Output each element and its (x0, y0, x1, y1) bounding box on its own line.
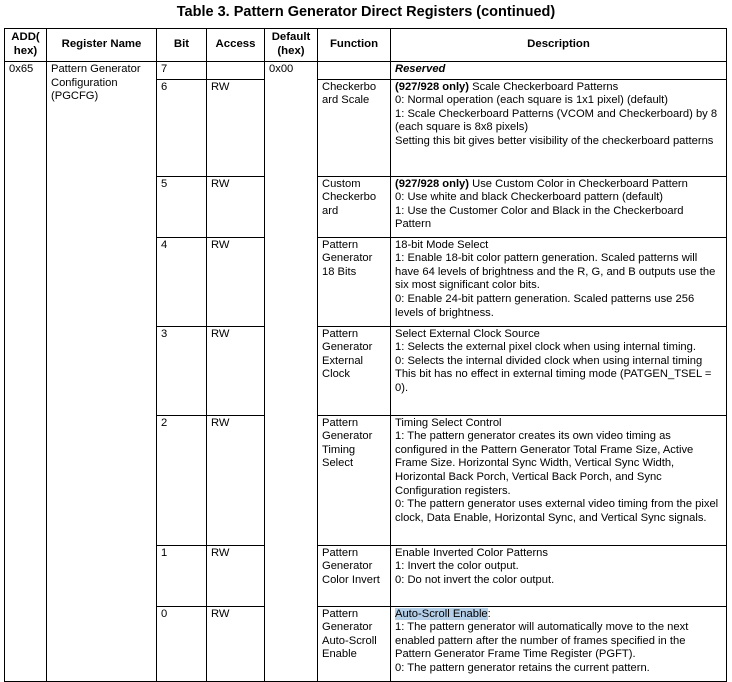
bit-cell: 3 (157, 326, 207, 415)
access-cell: RW (207, 606, 265, 681)
desc-lead: Select External Clock Source (395, 327, 540, 340)
desc-line: 1: Use the Customer Color and Black in the Checkerboard Pattern (395, 204, 684, 231)
desc-lead-tail: : (487, 607, 491, 620)
desc-line: 1: Selects the external pixel clock when using internal timing. (395, 341, 696, 354)
desc-line: 0: Selects the internal divided clock when using internal timing This bit has no effect in external timing mode (PATGEN_TSEL = 0). (395, 354, 712, 394)
description-cell (391, 237, 727, 326)
desc-line: Setting this bit gives better visibility of the checkerboard patterns (395, 134, 714, 147)
register-name: Pattern Generator Configuration (PGCFG) (47, 62, 157, 682)
description-cell (391, 326, 727, 415)
function-cell (318, 62, 391, 80)
col-header-function: Function (318, 29, 391, 62)
table-row (5, 62, 727, 80)
function-cell: Pattern Generator 18 Bits (318, 237, 391, 326)
bit-cell: 4 (157, 237, 207, 326)
desc-line: 0: Normal operation (each square is 1x1 pixel) (default) (395, 94, 668, 107)
col-header-addr (5, 29, 47, 62)
access-cell (207, 62, 265, 80)
desc-lead (395, 81, 722, 95)
function-cell: Pattern Generator Color Invert (318, 545, 391, 606)
function-cell: Pattern Generator External Clock (318, 326, 391, 415)
function-cell: Custom Checkerbo ard (318, 176, 391, 237)
function-cell: Pattern Generator Timing Select (318, 415, 391, 545)
desc-line: 1: Scale Checkerboard Patterns (VCOM and Checkerboard) by 8 (each square is 8x8 pixels) (395, 107, 718, 134)
desc-line: 0: Enable 24-bit pattern generation. Scaled patterns use 256 levels of brightness. (395, 292, 695, 319)
col-header-addr-text: ADD( hex) (11, 31, 40, 57)
selected-text-highlight[interactable]: Auto-Scroll Enable (395, 607, 488, 620)
desc-line: 0: Use white and black Checkerboard pattern (default) (395, 191, 664, 204)
desc-lead-rest: Scale Checkerboard Patterns (469, 80, 619, 93)
bit-cell: 1 (157, 545, 207, 606)
col-header-default-text: Default (hex) (271, 31, 311, 57)
access-cell: RW (207, 415, 265, 545)
access-cell: RW (207, 545, 265, 606)
access-cell: RW (207, 326, 265, 415)
desc-lead-rest: Use Custom Color in Checkerboard Pattern (469, 177, 688, 190)
col-header-description: Description (391, 29, 727, 62)
register-default: 0x00 (265, 62, 318, 682)
desc-line: 1: The pattern generator will automatically move to the next enabled pattern after the number of frames specified in the Pattern Generator Frame Time Register (PGFT). (395, 621, 689, 661)
bit-cell: 7 (157, 62, 207, 80)
desc-line: 1: Enable 18-bit color pattern generation. Scaled patterns will have 64 levels of brightness and the R, G, and B outputs use the six most significant color bits. (395, 252, 716, 292)
description-cell (391, 606, 727, 681)
desc-lead: 18-bit Mode Select (395, 238, 489, 251)
col-header-bit: Bit (157, 29, 207, 62)
desc-line: 0: Do not invert the color output. (395, 573, 555, 586)
desc-lead-bold: (927/928 only) (395, 177, 469, 190)
col-header-default (265, 29, 318, 62)
description-cell (391, 176, 727, 237)
description-cell (391, 79, 727, 176)
desc-lead-bold: (927/928 only) (395, 80, 469, 93)
desc-lead: Timing Select Control (395, 416, 502, 429)
function-cell: Pattern Generator Auto-Scroll Enable (318, 606, 391, 681)
desc-lead (395, 608, 722, 622)
table-title: Table 3. Pattern Generator Direct Registers (continued) (176, 4, 556, 20)
register-table (4, 28, 727, 682)
desc-lead: Enable Inverted Color Patterns (395, 546, 548, 559)
desc-lead (395, 178, 722, 192)
reserved-text: Reserved (395, 63, 446, 75)
bit-cell: 6 (157, 79, 207, 176)
desc-line: 0: The pattern generator uses external video timing from the pixel clock, Data Enable, Horizontal Sync, and Vertical Sync signals. (395, 498, 719, 524)
bit-cell: 2 (157, 415, 207, 545)
desc-line: 1: Invert the color output. (395, 560, 519, 573)
access-cell: RW (207, 79, 265, 176)
header-row (5, 29, 727, 62)
register-addr: 0x65 (5, 62, 47, 682)
description-cell (391, 62, 727, 80)
col-header-access: Access (207, 29, 265, 62)
description-cell (391, 545, 727, 606)
col-header-name: Register Name (47, 29, 157, 62)
description-cell (391, 415, 727, 545)
desc-line: 0: The pattern generator retains the current pattern. (395, 661, 650, 674)
function-cell: Checkerbo ard Scale (318, 79, 391, 176)
bit-cell: 0 (157, 606, 207, 681)
access-cell: RW (207, 176, 265, 237)
access-cell: RW (207, 237, 265, 326)
desc-line: 1: The pattern generator creates its own video timing as configured in the Pattern Generator Total Frame Size, Active Frame Size. Horizontal Sync Width, Vertical Sync Width, Horizontal Back Porch, Vertical Back Porch, and Sync Configuration registers. (395, 430, 694, 497)
bit-cell: 5 (157, 176, 207, 237)
